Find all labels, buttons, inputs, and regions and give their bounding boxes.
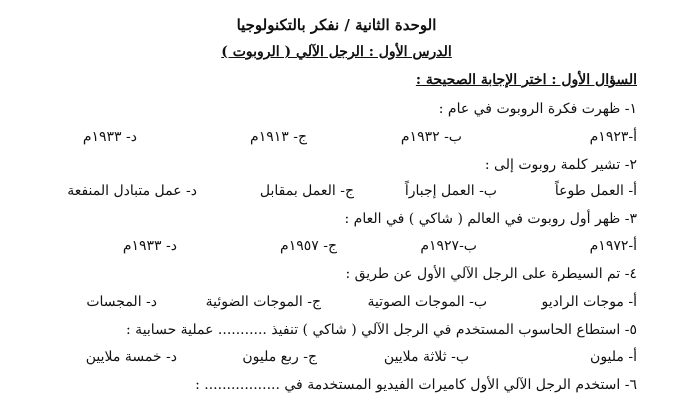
question-4-options: [40, 294, 637, 316]
option-d: د- خمسة ملايين: [85, 349, 177, 365]
option-b: ب- العمل إجباراً: [404, 183, 497, 199]
question-3: ٣- ظهر أول روبوت في العالم ( شاكي ) في العام :: [344, 211, 637, 227]
section-heading: السؤال الأول : اختر الإجابة الصحيحة :: [415, 72, 637, 88]
option-d: د- ١٩٣٣م: [122, 238, 177, 254]
option-b: ب-١٩٢٧م: [420, 238, 477, 254]
option-a: أ-١٩٧٢م: [589, 238, 637, 254]
option-d: د- عمل متبادل المنفعة: [67, 183, 197, 199]
question-6: ٦- استخدم الرجل الآلي الأول كاميرات الفيديو المستخدمة في ................. :: [195, 377, 637, 393]
unit-title: الوحدة الثانية / نفكر بالتكنولوجيا: [236, 16, 437, 34]
option-a: أ- موجات الراديو: [541, 294, 637, 310]
question-2-options: [40, 183, 637, 205]
option-d: د- المجسات: [86, 294, 157, 310]
option-c: ج- ربع مليون: [242, 349, 317, 365]
question-1: ١- ظهرت فكرة الروبوت في عام :: [438, 101, 637, 117]
question-5-options: [40, 349, 637, 371]
option-b: ب- ١٩٣٢م: [400, 129, 462, 145]
option-c: ج- الموجات الضوئية: [205, 294, 321, 310]
question-1-options: [40, 129, 637, 151]
option-a: أ-١٩٢٣م: [589, 129, 637, 145]
question-4: ٤- تم السيطرة على الرجل الآلي الأول عن طريق :: [345, 266, 637, 282]
option-a: أ- العمل طوعاً: [554, 183, 637, 199]
question-3-options: [40, 238, 637, 260]
option-a: أ- مليون: [590, 349, 637, 365]
option-b: ب- ثلاثة ملايين: [383, 349, 469, 365]
question-2: ٢- تشير كلمة روبوت إلى :: [484, 157, 637, 173]
option-c: ج- ١٩٥٧م: [280, 238, 337, 254]
lesson-title: الدرس الأول : الرجل الآلي ( الروبوت ): [221, 44, 452, 60]
option-c: ج- ١٩١٣م: [250, 129, 307, 145]
option-c: ج- العمل بمقابل: [259, 183, 354, 199]
option-d: د- ١٩٣٣م: [82, 129, 137, 145]
option-b: ب- الموجات الصوتية: [367, 294, 487, 310]
question-5: ٥- استطاع الحاسوب المستخدم في الرجل الآلي ( شاكي ) تنفيذ ........... عملية حسابية :: [126, 322, 637, 338]
